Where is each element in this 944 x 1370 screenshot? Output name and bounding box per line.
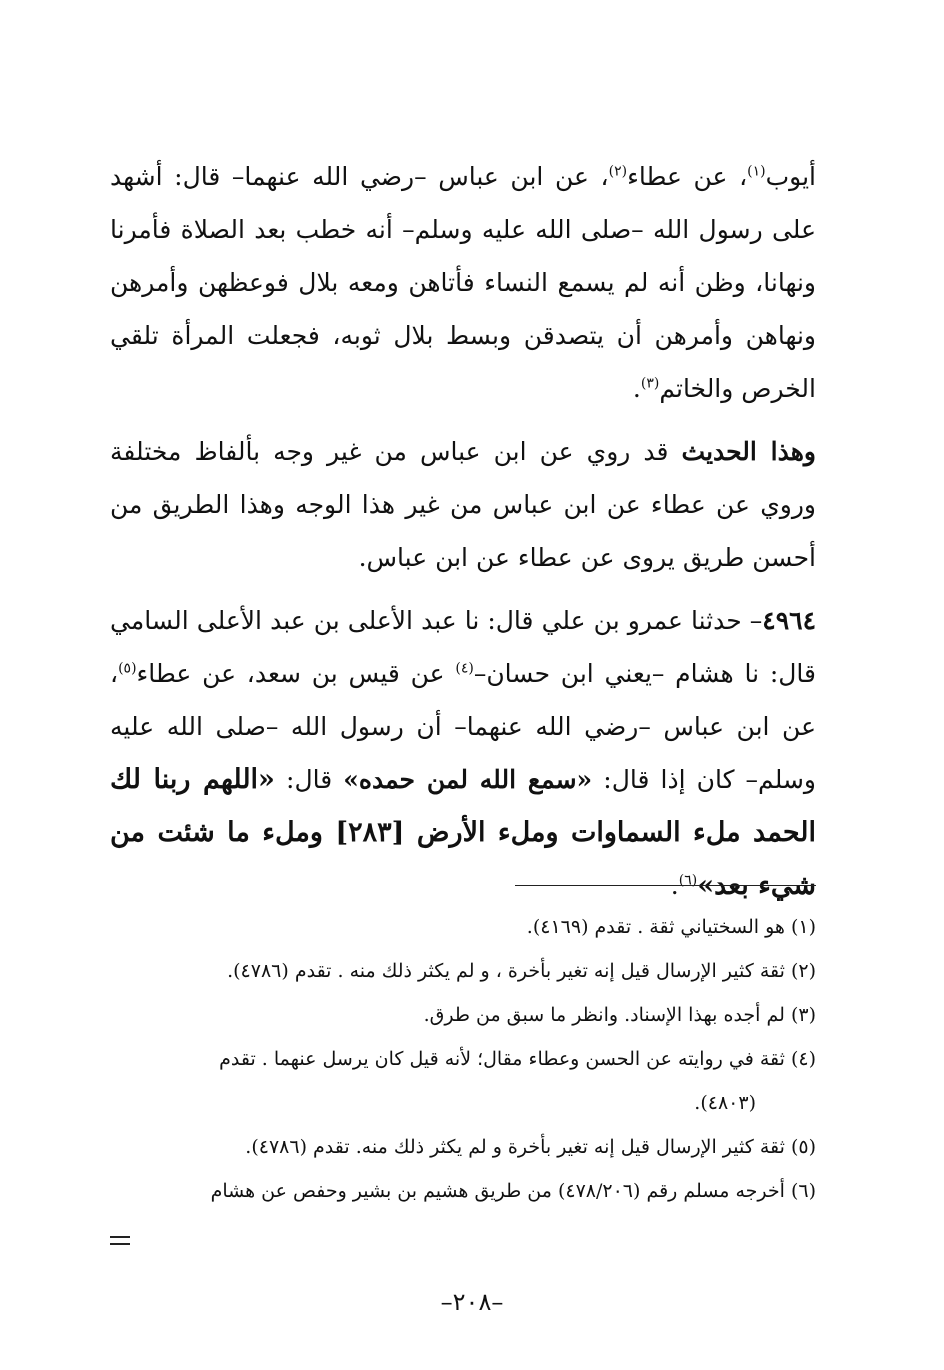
text-run: ، عن ابن عباس –رضي الله عنهما– قال: أشهد على رسول الله –صلى الله عليه وسلم– أنه خطب بعد الصلاة فأمرنا ونهانا، وظن أنه لم يسمع النساء فأتاهن ومعه بلال فوعظهن وأمرهن ونهاهن وأمرهن أن يتصدقن وبسط بلال ثوبه، فجعلت المرأة تلقي الخرص والخاتم <box>110 162 816 403</box>
paragraph-1 <box>110 150 816 415</box>
footnote-4 <box>110 1037 816 1081</box>
footnote-4-continuation: (٤٨٠٣). <box>694 1092 756 1114</box>
footnote-number: (١) <box>790 916 816 938</box>
text-run: . <box>670 871 679 900</box>
paragraph-2 <box>110 425 816 584</box>
hadith-4964 <box>110 594 816 912</box>
footnote-1 <box>110 905 816 949</box>
footnote-ref[interactable]: (٥) <box>118 660 137 677</box>
footnote-text: لم أجده بهذا الإسناد. وانظر ما سبق من طرق. <box>423 1004 785 1026</box>
footnote-number: (٢) <box>790 960 816 982</box>
text-run: عن قيس بن سعد، عن عطاء <box>136 659 456 688</box>
footnote-text: ثقة كثير الإرسال قيل إنه تغير بأخرة و لم يكثر ذلك منه. تقدم (٤٧٨٦). <box>245 1136 785 1158</box>
footnote-6 <box>110 1169 816 1213</box>
footnotes <box>110 905 816 1213</box>
text-run: قد روي عن ابن عباس من غير وجه بألفاظ مختلفة وروي عن عطاء عن ابن عباس من غير هذا الوجه وهذا الطريق من أحسن طريق يروى عن عطاء عن ابن عباس. <box>110 437 816 572</box>
footnote-ref[interactable]: (١) <box>747 163 766 180</box>
continuation-mark <box>110 1236 130 1246</box>
footnote-text: ثقة في روايته عن الحسن وعطاء مقال؛ لأنه قيل كان يرسل عنهما . تقدم <box>219 1048 785 1070</box>
text-run: أيوب <box>765 162 816 191</box>
footnote-number: (٤) <box>790 1048 816 1070</box>
text-run: ، عن عطاء <box>627 162 748 191</box>
footnote-text: ثقة كثير الإرسال قيل إنه تغير بأخرة ، و لم يكثر ذلك منه . تقدم (٤٧٨٦). <box>227 960 785 982</box>
text-run: ، عن ابن عباس –رضي الله عنهما– أن رسول الله –صلى الله عليه وسلم– كان إذا قال: <box>110 659 816 794</box>
footnote-number: (٣) <box>790 1004 816 1026</box>
quoted-text: «سمع الله لمن حمده» <box>343 765 593 794</box>
footnote-2 <box>110 949 816 993</box>
text-run: . <box>632 374 641 403</box>
text-run: قال: <box>274 765 344 794</box>
footnote-text: هو السختياني ثقة . تقدم (٤١٦٩). <box>526 916 785 938</box>
quoted-text: «اللهم ربنا لك الحمد ملء السماوات وملء الأرض [٢٨٣] وملء ما شئت من شيء بعد» <box>110 764 816 901</box>
footnote-ref[interactable]: (٦) <box>678 872 698 889</box>
footnote-3 <box>110 993 816 1037</box>
footnote-separator <box>515 885 816 886</box>
footnote-number: (٥) <box>790 1136 816 1158</box>
footnote-ref[interactable]: (٤) <box>455 660 474 677</box>
text-run: – حدثنا عمرو بن علي قال: نا عبد الأعلى بن عبد الأعلى السامي قال: نا هشام –يعني ابن حسان– <box>110 606 816 688</box>
footnote-ref[interactable]: (٣) <box>640 375 660 392</box>
hadith-number: ٤٩٦٤ <box>762 606 816 635</box>
paragraph-lead: وهذا الحديث <box>681 437 816 466</box>
footnote-ref[interactable]: (٢) <box>608 163 628 180</box>
main-text <box>110 150 816 912</box>
page-number: –٢٠٨– <box>440 1288 504 1316</box>
footnote-number: (٦) <box>790 1180 816 1202</box>
footnote-text: أخرجه مسلم رقم (٤٧٨/٢٠٦) من طريق هشيم بن بشير وحفص عن هشام <box>210 1180 785 1202</box>
footnote-5 <box>110 1125 816 1169</box>
